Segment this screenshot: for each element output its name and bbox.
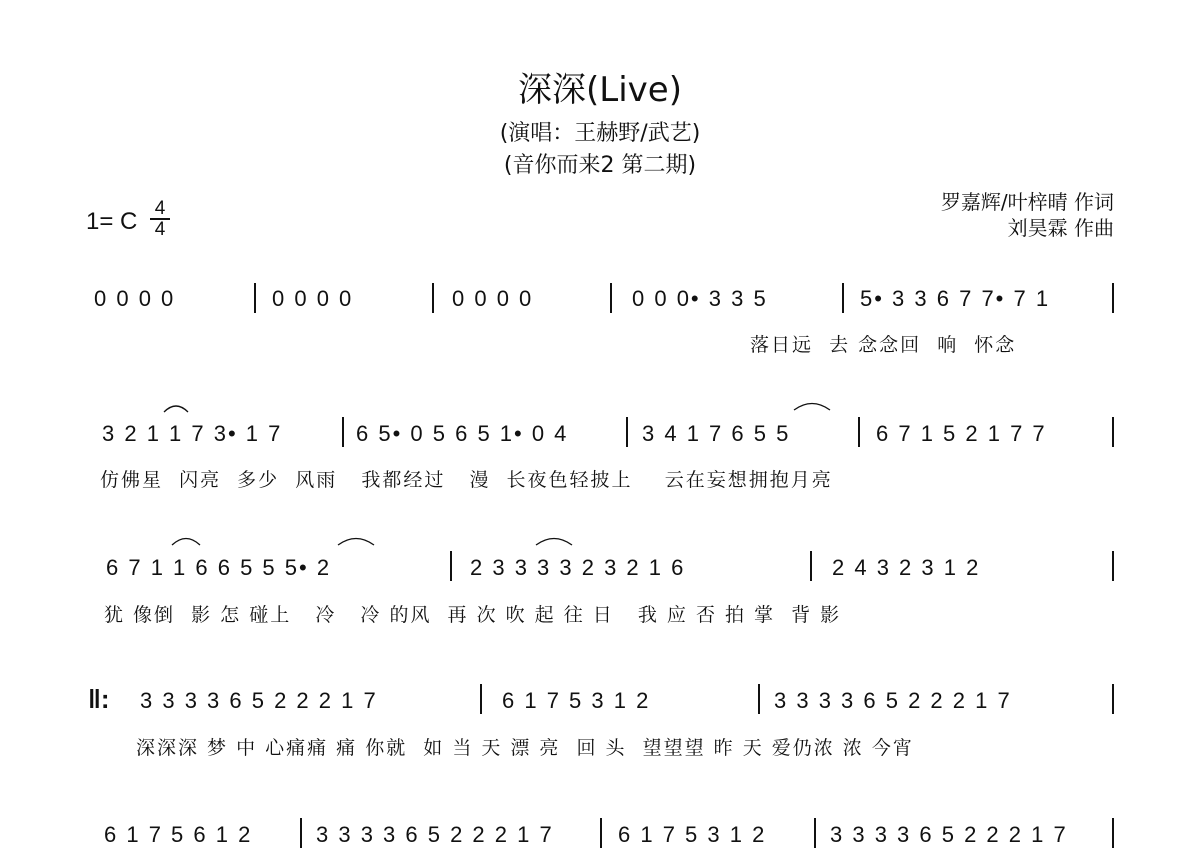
measure: 3 3 3 3 6 5 2 2 2 1 7 (830, 822, 1068, 847)
time-signature-top: 4 (154, 198, 166, 219)
barline (758, 684, 760, 714)
measure: 3 2 1 1 7 3• 1 7 (102, 421, 283, 446)
measure: 0 0 0• 3 3 5 (632, 286, 768, 311)
time-signature-bottom: 4 (154, 219, 166, 240)
performers-line: (演唱：王赫野/武艺) (499, 121, 701, 146)
barline (1112, 818, 1114, 848)
lyricist-credit: 罗嘉辉/叶梓晴 作词 (940, 190, 1114, 214)
song-title: 深深(Live) (518, 70, 682, 110)
barline (1112, 684, 1114, 714)
measure: 3 4 1 7 6 5 5 (642, 421, 791, 446)
measure: 3 3 3 3 6 5 2 2 2 1 7 (140, 688, 378, 713)
key-signature: 1= C (86, 208, 138, 235)
barline (300, 818, 302, 848)
measure: 5• 3 3 6 7 7• 7 1 (860, 286, 1051, 311)
lyrics-line: 仿佛星 闪亮 多少 风雨 我都经过 漫 长夜色轻披上 云在妄想拥抱月亮 (100, 469, 833, 491)
measure: 6 5• 0 5 6 5 1• 0 4 (356, 421, 569, 446)
measure: 0 0 0 0 (94, 286, 176, 311)
slur (338, 539, 374, 546)
lyrics-line: 落日远 去 念念回 响 怀念 (750, 334, 1017, 356)
measure: 3 3 3 3 6 5 2 2 2 1 7 (774, 688, 1012, 713)
slur (172, 539, 200, 546)
measure: 6 1 7 5 6 1 2 (104, 822, 253, 847)
measure: 0 0 0 0 (272, 286, 354, 311)
measure: 6 1 7 5 3 1 2 (502, 688, 651, 713)
measure: 2 3 3 3 3 2 3 2 1 6 (470, 555, 686, 580)
barline (600, 818, 602, 848)
measure: 0 0 0 0 (452, 286, 534, 311)
repeat-start-sign: ‖: (88, 684, 110, 714)
measure: 6 1 7 5 3 1 2 (618, 822, 767, 847)
barline (814, 818, 816, 848)
lyrics-line: 犹 像倒 影 怎 碰上 冷 冷 的风 再 次 吹 起 往 日 我 应 否 拍 掌 背 影 (104, 604, 842, 626)
measure: 2 4 3 2 3 1 2 (832, 555, 981, 580)
slur (536, 539, 572, 546)
composer-credit: 刘昊霖 作曲 (1007, 216, 1114, 240)
measure: 3 3 3 3 6 5 2 2 2 1 7 (316, 822, 554, 847)
lyrics-line: 深深深 梦 中 心痛痛 痛 你就 如 当 天 漂 亮 回 头 望望望 昨 天 爱仍浓 浓 今宵 (136, 737, 914, 759)
program-line: (音你而来2 第二期) (503, 153, 697, 178)
measure: 6 7 1 1 6 6 5 5 5• 2 (106, 555, 332, 580)
measure: 6 7 1 5 2 1 7 7 (876, 421, 1047, 446)
barline (480, 684, 482, 714)
